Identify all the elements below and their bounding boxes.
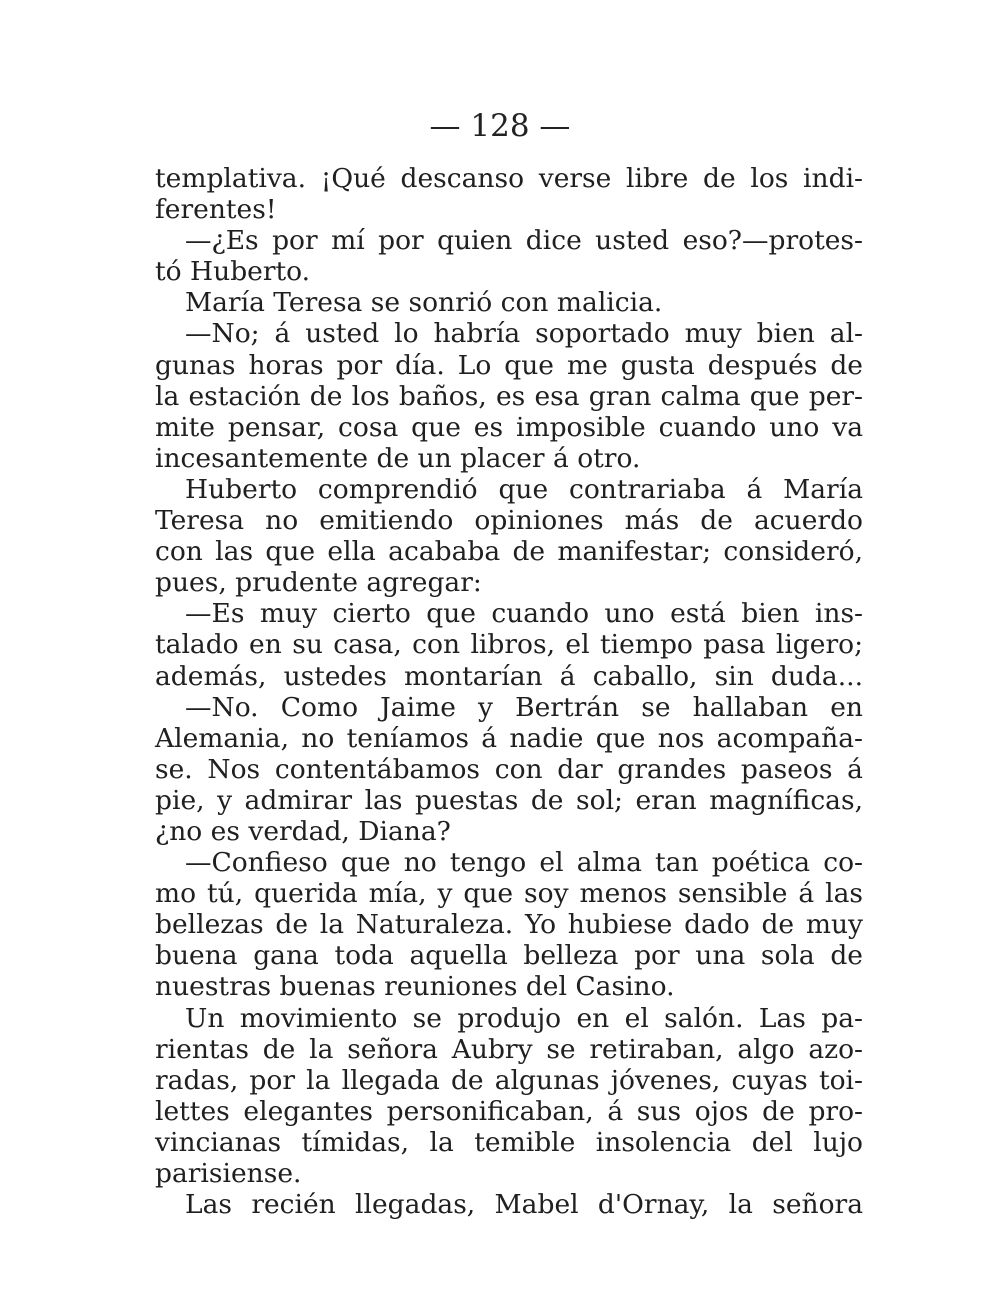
text-line: —Confieso que no tengo el alma tan poética co- [185,847,863,879]
text-line: —¿Es por mí por quien dice usted eso?—protes- [185,225,863,257]
text-line: —No. Como Jaime y Bertrán se hallaban en [185,691,863,723]
text-line: la estación de los baños, es esa gran calma que per- [155,380,863,412]
text-line: además, ustedes montarían á caballo, sin duda... [155,660,863,692]
text-line: incesantemente de un placer á otro. [155,442,641,474]
body-text [155,163,863,1220]
text-line: parisiense. [155,1158,302,1189]
text-line: vincianas tímidas, la temible insolencia del lujo [155,1126,863,1158]
text-line: Un movimiento se produjo en el salón. Las pa- [185,1002,863,1034]
text-line: nuestras buenas reuniones del Casino. [155,971,675,1003]
text-line: radas, por la llegada de algunas jóvenes, cuyas toi- [155,1064,863,1096]
text-line: con las que ella acababa de manifestar; consideró, [155,536,863,568]
text-line: ferentes! [155,194,277,226]
text-line: —Es muy cierto que cuando uno está bien ins- [185,598,863,630]
text-line: pues, prudente agregar: [155,567,482,599]
text-line: buena gana toda aquella belleza por una sola de [155,940,863,972]
text-line: pie, y admirar las puestas de sol; eran magníficas, [155,784,863,816]
text-line: rientas de la señora Aubry se retiraban, algo azo- [155,1033,863,1065]
text-line: Huberto comprendió que contrariaba á María [185,473,863,505]
text-line: talado en su casa, con libros, el tiempo pasa ligero; [155,629,863,661]
text-line: Las recién llegadas, Mabel d'Ornay, la señora [185,1189,863,1221]
text-line: bellezas de la Naturaleza. Yo hubiese dado de muy [155,909,863,941]
page-number: — 128 — [429,108,571,144]
text-line: mo tú, querida mía, y que soy menos sensible á las [155,878,863,910]
text-line: lettes elegantes personificaban, á sus ojos de pro- [155,1095,863,1127]
text-line: se. Nos contentábamos con dar grandes paseos á [155,753,863,785]
text-line: tó Huberto. [155,256,311,288]
text-line: ¿no es verdad, Diana? [155,815,451,847]
text-line: templativa. ¡Qué descanso verse libre de los indi- [155,163,863,194]
text-line: mite pensar, cosa que es imposible cuando uno va [155,411,863,443]
text-line: Alemania, no teníamos á nadie que nos acompaña- [155,722,863,754]
text-line: gunas horas por día. Lo que me gusta después de [155,349,863,381]
text-line: Teresa no emitiendo opiniones más de acuerdo [155,505,863,537]
text-line: María Teresa se sonrió con malicia. [185,287,663,319]
text-line: —No; á usted lo habría soportado muy bien al- [185,318,863,350]
